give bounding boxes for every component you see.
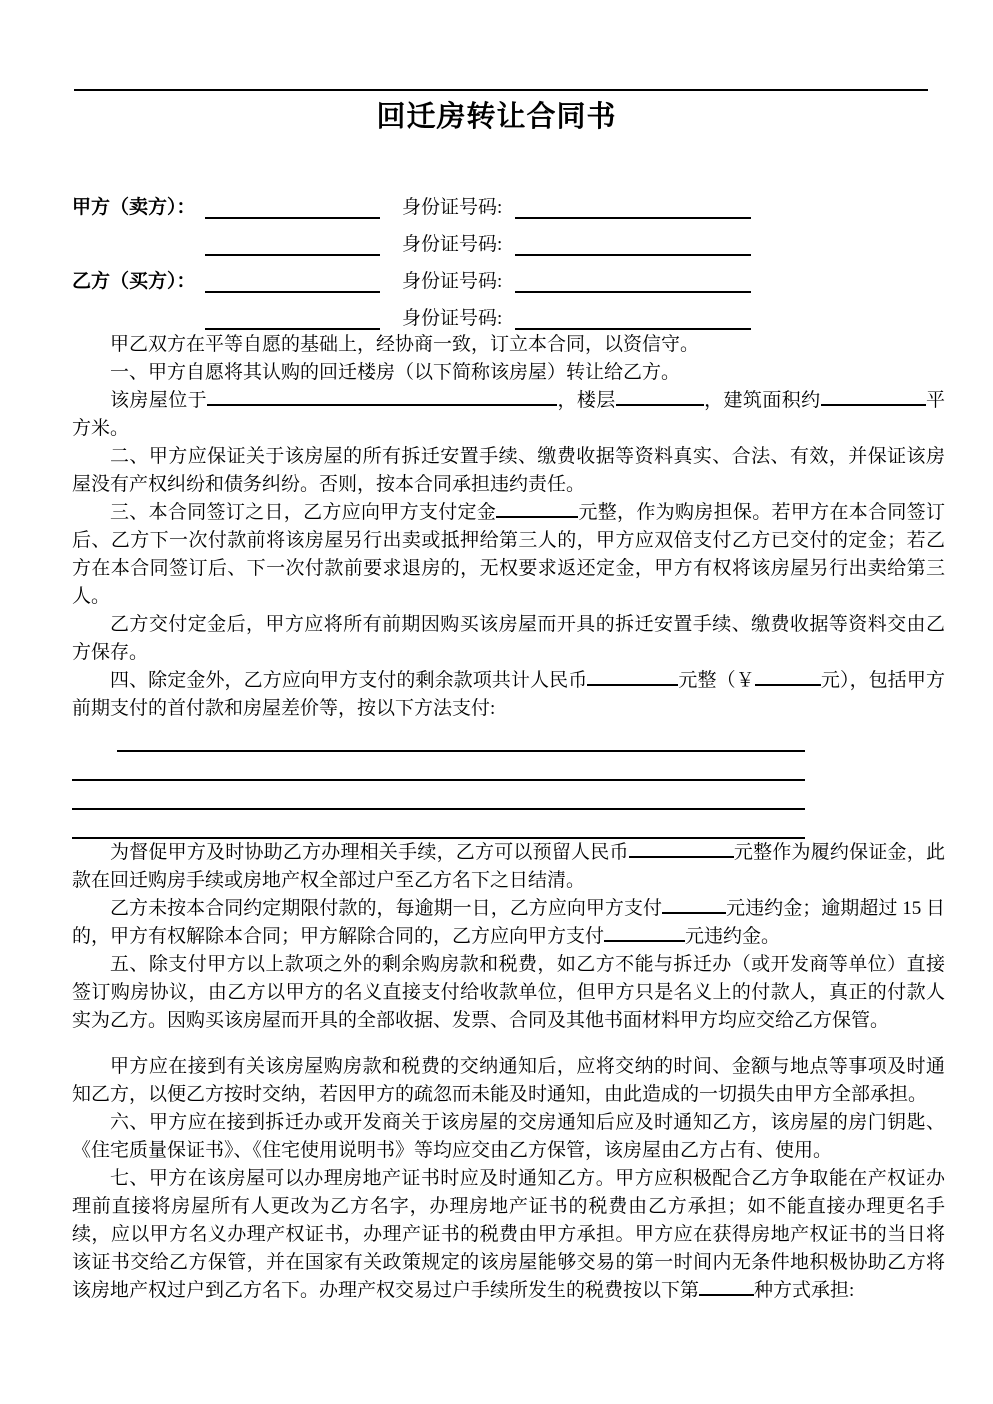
paragraph-text: 乙方交付定金后，甲方应将所有前期因购买该房屋而开具的拆迁安置手续、缴费收据等资料交由乙方保存。: [72, 614, 945, 663]
paragraph-text: 元违约金；逾期超过 15 日的，甲方有权解除本合同；甲方解除合同的，乙方应向甲方支付: [72, 898, 945, 947]
paragraph-text: 七、甲方在该房屋可以办理房地产证书时应及时通知乙方。甲方应积极配合乙方争取能在产权证办理前直接将房屋所有人更改为乙方名字，办理房地产证书的税费由乙方承担；如不能直接办理更名手续，应以甲方名义办理产权证书，办理产证书的税费由甲方承担。甲方应在获得房地产权证书的当日将该证书交给乙方保管，并在国家有关政策规定的该房屋能够交易的第一时间内无条件地积极协助乙方将该房地产权过户到乙方名下。办理产权交易过户手续所发生的税费按以下第: [72, 1168, 945, 1301]
id-number-label: 身份证号码:: [402, 271, 503, 292]
document-title: 回迁房转让合同书: [376, 101, 617, 133]
paragraph-text: 三、本合同签订之日，乙方应向甲方支付定金: [110, 502, 497, 523]
p-clause-2: [72, 443, 945, 499]
payment-method-blank-lines: [72, 723, 945, 839]
party-label: 甲方（卖方）：: [72, 197, 196, 218]
fill-in-blank: [604, 938, 685, 942]
fill-in-blank: [755, 682, 821, 686]
paragraph-text: 甲乙双方在平等自愿的基础上，经协商一致，订立本合同，以资信守。: [110, 334, 700, 355]
paragraph-text: 甲方应在接到有关该房屋购房款和税费的交纳通知后，应将交纳的时间、金额与地点等事项及时通知乙方，以便乙方按时交纳，若因甲方的疏忽而未能及时通知，由此造成的一切损失由甲方全部承担。: [72, 1056, 945, 1105]
p-preamble: [72, 331, 945, 359]
id-number-blank: [515, 252, 751, 256]
party-row-1: [72, 182, 945, 219]
paragraph-text: 四、除定金外，乙方应向甲方支付的剩余款项共计人民币: [110, 670, 588, 691]
paragraph-text: 一、甲方自愿将其认购的回迁楼房（以下简称该房屋）转让给乙方。: [110, 362, 681, 383]
contract-body: [72, 331, 945, 1305]
fill-in-blank: [207, 402, 557, 406]
paragraph-text: 平方米。: [72, 390, 945, 439]
paragraph-text: 六、甲方应在接到拆迁办或开发商关于该房屋的交房通知后应及时通知乙方，该房屋的房门钥匙、《住宅质量保证书》、《住宅使用说明书》等均应交由乙方保管，该房屋由乙方占有、使用。: [72, 1112, 945, 1161]
p-late-payment: [72, 895, 945, 951]
paragraph-text: 元整（￥: [678, 670, 755, 691]
header-rule: [74, 89, 928, 91]
paragraph-text: 为督促甲方及时协助乙方办理相关手续，乙方可以预留人民币: [110, 842, 629, 863]
paragraph-text: 元违约金。: [685, 926, 781, 947]
paragraph-text: 种方式承担:: [754, 1280, 855, 1301]
paragraph-text: 元），包括甲方前期支付的首付款和房屋差价等，按以下方法支付:: [72, 670, 945, 719]
paragraph-text: 元整，作为购房担保。若甲方在本合同签订后、乙方下一次付款前将该房屋另行出卖或抵押给第三人的，甲方应双倍支付乙方已交付的定金；若乙方在本合同签订后、下一次付款前要求退房的，无权要求返还定金，甲方有权将该房屋另行出卖给第三人。: [72, 502, 945, 607]
paragraph-text: 乙方未按本合同约定期限付款的，每逾期一日，乙方应向甲方支付: [110, 898, 663, 919]
fill-in-blank: [662, 910, 726, 914]
party-label: 乙方（买方）：: [72, 271, 196, 292]
party-row-3: [72, 256, 945, 293]
fill-in-rule-line: [72, 810, 805, 839]
id-number-blank: [515, 289, 751, 293]
fill-in-blank: [616, 402, 704, 406]
paragraph-text: ，建筑面积约: [703, 390, 821, 411]
fill-in-blank: [587, 682, 678, 686]
fill-in-rule-line: [72, 781, 805, 810]
p-guarantee: [72, 839, 945, 895]
fill-in-blank: [629, 854, 734, 858]
paragraph-text: 元整作为履约保证金，此款在回迁购房手续或房地产权全部过户至乙方名下之日结清。: [72, 842, 945, 891]
id-number-label: 身份证号码:: [402, 234, 503, 255]
id-number-blank: [515, 215, 751, 219]
id-number-label: 身份证号码:: [402, 308, 503, 329]
p-payment-notice: [72, 1053, 945, 1109]
paragraph-text: ，楼层: [557, 390, 616, 411]
p-clause-4: [72, 667, 945, 723]
fill-in-blank: [699, 1292, 754, 1296]
p-clause-3: [72, 499, 945, 611]
p-deposit-handover: [72, 611, 945, 667]
party-name-blank: [205, 252, 380, 256]
p-house-location: [72, 387, 945, 443]
fill-in-rule-line: [117, 723, 805, 752]
p-clause-1: [72, 359, 945, 387]
parties-block: [72, 182, 945, 330]
p-clause-7: [72, 1165, 945, 1305]
party-row-2: [72, 219, 945, 256]
fill-in-rule-line: [72, 752, 805, 781]
id-number-blank: [515, 326, 751, 330]
p-clause-6: [72, 1109, 945, 1165]
fill-in-blank: [821, 402, 926, 406]
p-clause-5: [72, 951, 945, 1035]
paragraph-text: 五、除支付甲方以上款项之外的剩余购房款和税费，如乙方不能与拆迁办（或开发商等单位）直接签订购房协议，由乙方以甲方的名义直接支付给收款单位，但甲方只是名义上的付款人，真正的付款人实为乙方。因购买该房屋而开具的全部收据、发票、合同及其他书面材料甲方均应交给乙方保管。: [72, 954, 945, 1031]
party-name-blank: [205, 326, 380, 330]
id-number-label: 身份证号码:: [402, 197, 503, 218]
paragraph-text: 二、甲方应保证关于该房屋的所有拆迁安置手续、缴费收据等资料真实、合法、有效，并保证该房屋没有产权纠纷和债务纠纷。否则，按本合同承担违约责任。: [72, 446, 945, 495]
party-row-4: [72, 293, 945, 330]
party-name-blank: [205, 289, 380, 293]
paragraph-text: 该房屋位于: [110, 390, 208, 411]
party-name-blank: [205, 215, 380, 219]
fill-in-blank: [496, 514, 578, 518]
